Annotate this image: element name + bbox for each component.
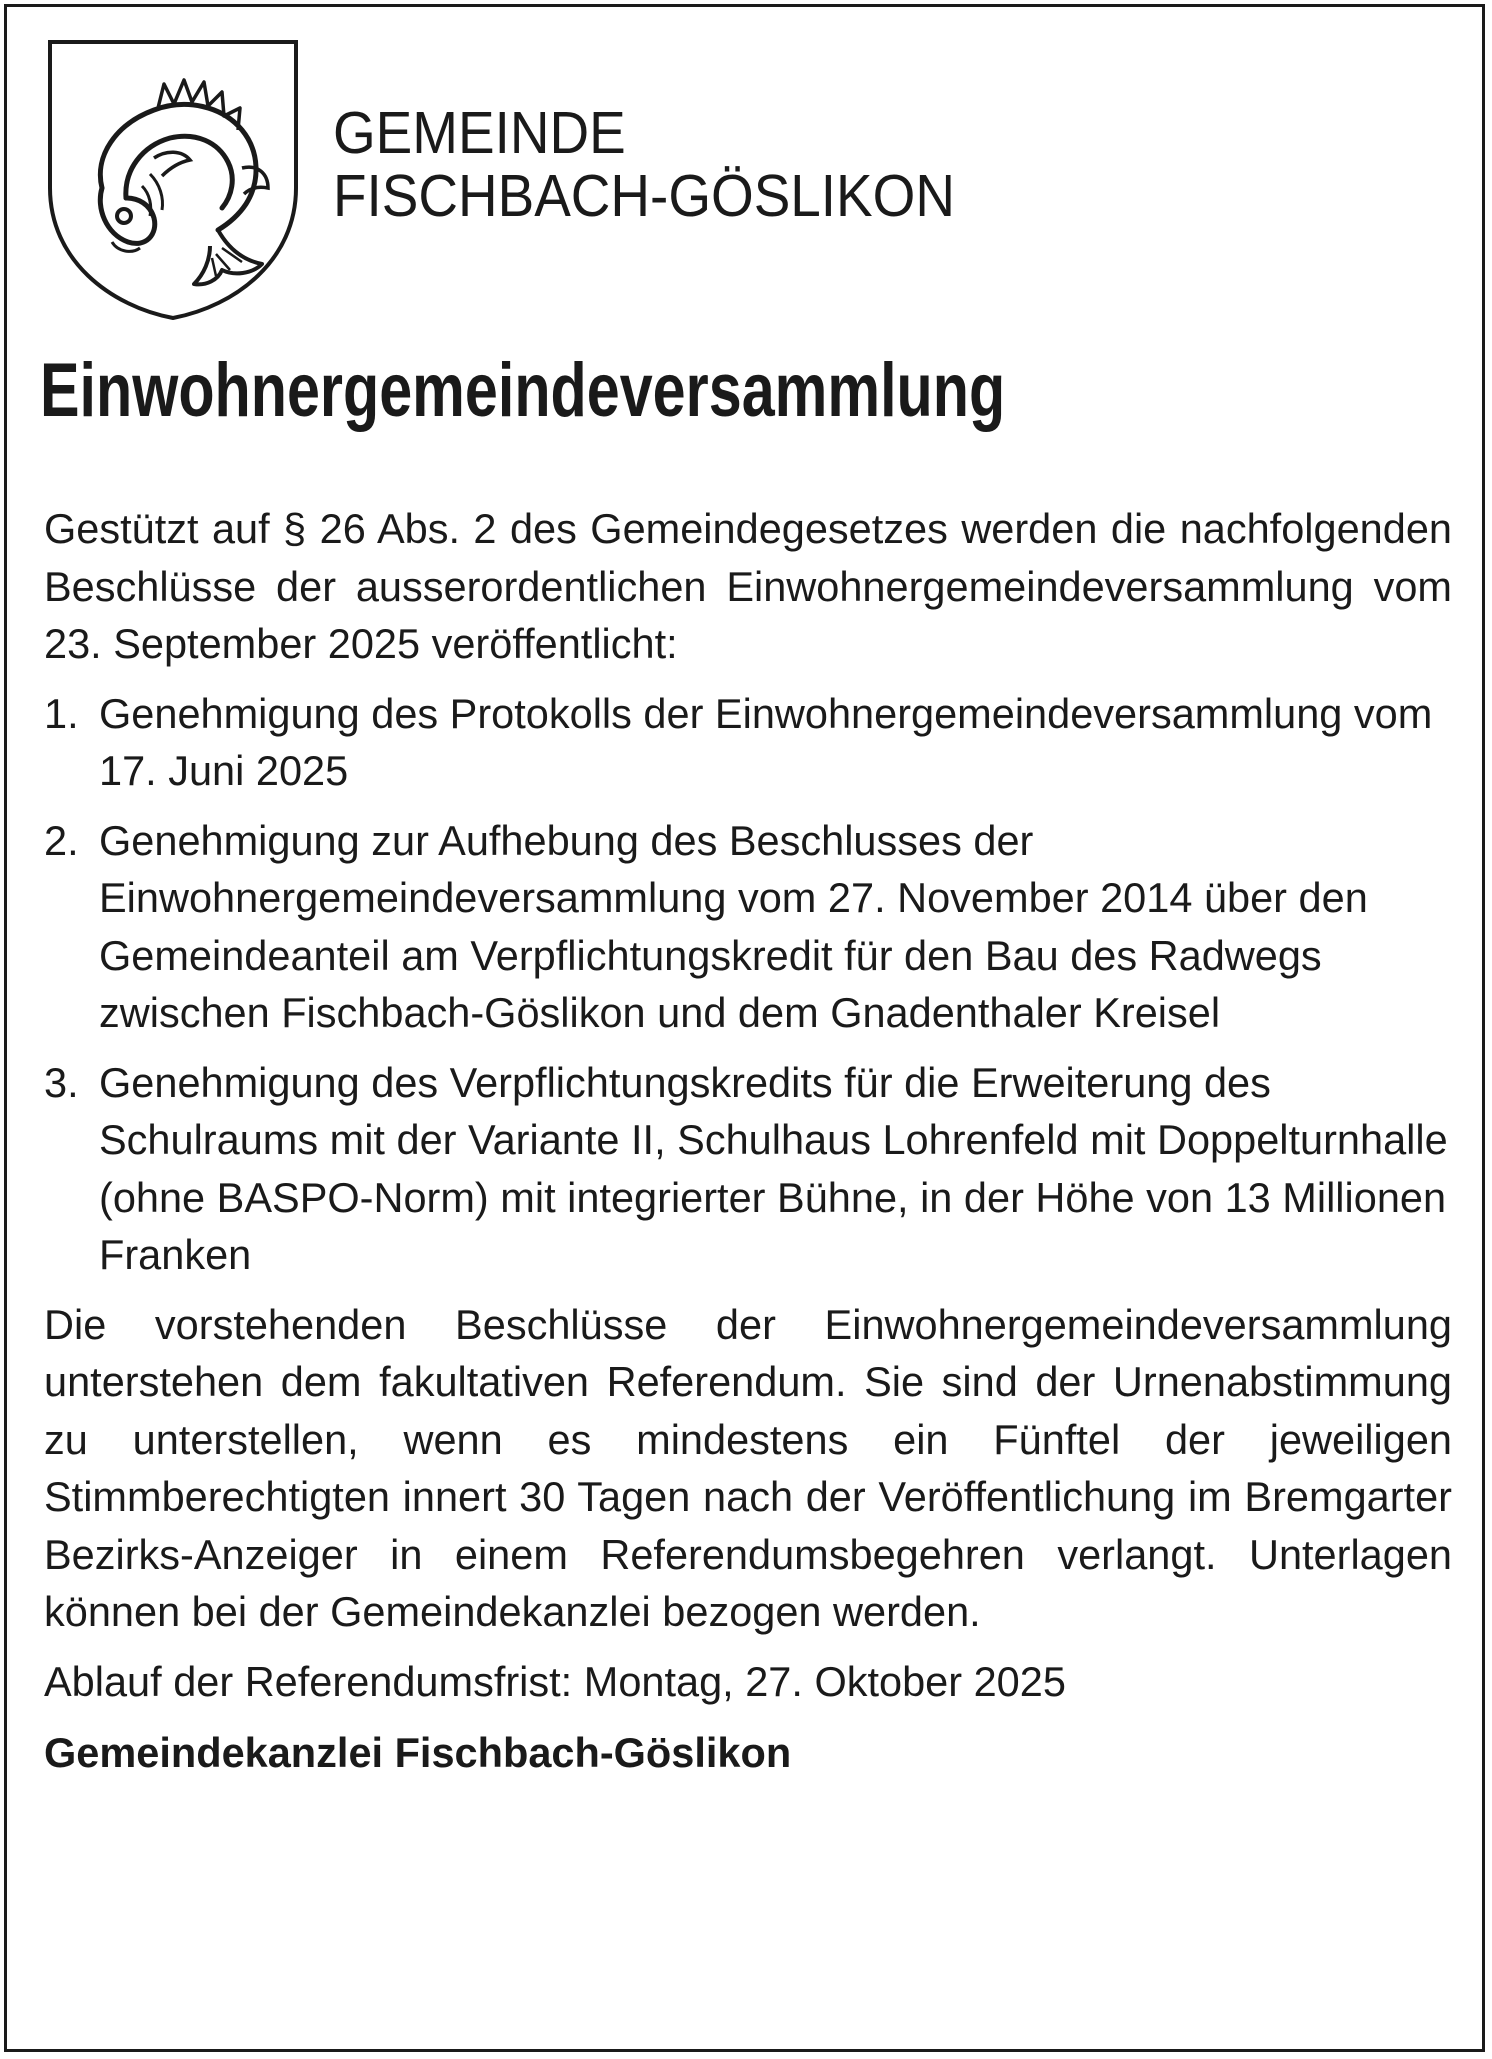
list-item	[44, 1054, 1452, 1284]
municipality-line-1: GEMEINDE	[333, 100, 626, 166]
list-item-text: Genehmigung des Verpflichtungskredits für die Erweiterung des Schulraums mit der Variante II, Schulhaus Lohrenfeld mit Doppelturnhalle (ohne BASPO-Norm) mit integrierter Bühne, in der Höhe von 13 Millionen Franken	[99, 1058, 1448, 1278]
list-item-number: 2.	[44, 816, 79, 864]
list-item-text: Genehmigung des Protokolls der Einwohnergemeindeversammlung vom 17. Juni 2025	[99, 689, 1433, 794]
signature: Gemeindekanzlei Fischbach-Göslikon	[44, 1729, 792, 1776]
list-item	[44, 685, 1452, 800]
list-item-number: 1.	[44, 689, 79, 737]
coat-of-arms-fish-icon	[46, 38, 300, 322]
municipality-name	[333, 102, 1002, 228]
list-item-number: 3.	[44, 1058, 79, 1106]
notice-title: Einwohnergemeindeversammlung	[40, 348, 1006, 433]
deadline-line: Ablauf der Referendumsfrist: Montag, 27. Oktober 2025	[44, 1657, 1066, 1705]
list-item-text: Genehmigung zur Aufhebung des Beschlusses der Einwohnergemeindeversammlung vom 27. November 2014 über den Gemeindeanteil am Verpflichtungskredit für den Bau des Radwegs zwischen Fischbach-Göslikon und dem Gnadenthaler Kreisel	[99, 816, 1368, 1036]
resolution-list	[44, 685, 1452, 1284]
list-item	[44, 812, 1452, 1042]
municipality-line-2: FISCHBACH-GÖSLIKON	[333, 163, 955, 229]
intro-paragraph: Gestützt auf § 26 Abs. 2 des Gemeindegesetzes werden die nachfolgenden Beschlüsse der ausserordentlichen Einwohnergemeindeversammlung vom 23. September 2025 veröffentlicht:	[44, 505, 1452, 667]
referendum-paragraph: Die vorstehenden Beschlüsse der Einwohnergemeindeversammlung unterstehen dem fakultativen Referendum. Sie sind der Urnenabstimmung zu unterstellen, wenn es mindestens ein Fünftel der jeweiligen Stimmberechtigten innert 30 Tagen nach der Veröffentlichung im Bremgarter Bezirks-Anzeiger in einem Referendumsbegehren verlangt. Unterlagen können bei der Gemeindekanzlei bezogen werden.	[44, 1300, 1452, 1635]
notice-body	[44, 500, 1452, 1782]
